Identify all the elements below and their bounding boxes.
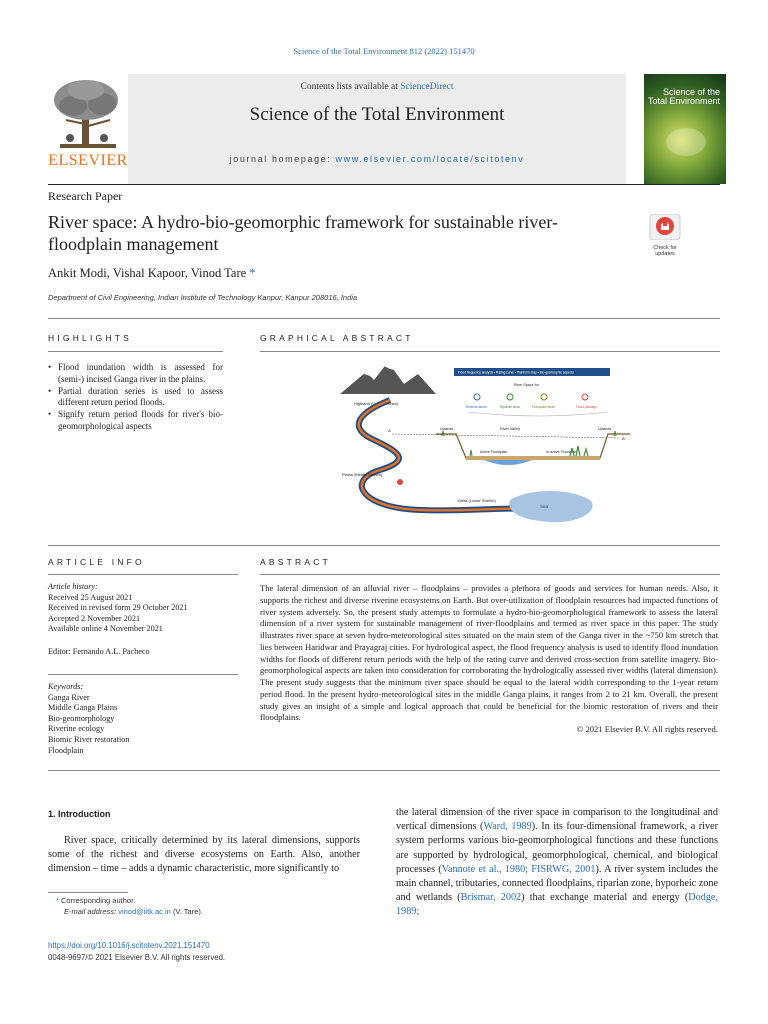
highlight-item: • Partial duration series is used to assess different return period floods. (48, 386, 223, 410)
doi-link[interactable]: https://doi.org/10.1016/j.scitotenv.2021.151470 (48, 941, 210, 950)
intro-right-text-2: ). In its four-dimensional framework, a river system performs various bio-geomorphological functions and these functions are supported by hydrological, geomorphological, chemical, and biological processes ( (396, 821, 718, 875)
history-item: Accepted 2 November 2021 (48, 613, 141, 623)
category-icon (474, 394, 480, 400)
highlights-heading: HIGHLIGHTS (48, 333, 132, 343)
footnote-rule (48, 892, 128, 893)
keywords-label: Keywords: (48, 682, 84, 691)
history-item: Received in revised form 29 October 2021 (48, 603, 188, 613)
crossmark-line1: Check for (653, 245, 677, 251)
intro-right-text-1: the lateral dimension of the river space in comparison to the longitudinal and vertical dimensions ( (396, 807, 718, 833)
highlight-item: • Signify return period floods for river's bio-geomorphological aspects (48, 409, 223, 433)
graphical-abstract-heading: GRAPHICAL ABSTRACT (260, 333, 414, 343)
abstract-copyright: © 2021 Elsevier B.V. All rights reserved. (576, 724, 718, 734)
section-a-prime-label: A' (622, 436, 626, 441)
category-brace (468, 412, 608, 416)
email-label: E-mail address: (64, 907, 117, 916)
citation-link[interactable]: Dodge, 1989; (396, 892, 718, 918)
river-space-label: River Space for (514, 383, 539, 387)
section-rule-top (48, 318, 720, 319)
highland-label: Highland (Upper Stretch) (354, 401, 399, 406)
vegetation-icon (570, 446, 588, 456)
category-label: Flood passage (576, 405, 597, 409)
email-link[interactable]: vinod@iitk.ac.in (118, 907, 171, 916)
keywords-rule (48, 674, 238, 675)
paper-type: Research Paper (48, 189, 123, 203)
section-line (392, 434, 620, 438)
introduction-heading: 1. Introduction (48, 809, 111, 819)
section-rule-mid (48, 545, 720, 546)
intro-right-text-3: ). A river system includes the main channel, tributaries, connected floodplains, riparian zone, hyporheic zone and wetlands ( (396, 863, 718, 904)
corresponding-author-note (56, 896, 135, 905)
graphical-abstract-figure[interactable] (340, 360, 640, 530)
section-rule-bottom (48, 770, 720, 771)
delta-label: Delta (Lower Stretch) (458, 498, 496, 503)
keyword-item: Ganga River (48, 692, 90, 702)
elsevier-logo[interactable] (48, 76, 128, 168)
river-valley-label: River Valley (500, 427, 520, 431)
section-a-label: A (388, 428, 391, 433)
highlights-rule (48, 351, 223, 352)
corresponding-author-text: Corresponding author. (61, 896, 136, 905)
footnote-mark: * (56, 896, 59, 905)
email-suffix: (V. Tare). (172, 907, 203, 916)
sciencedirect-link[interactable]: ScienceDirect (400, 82, 454, 92)
contents-line (128, 82, 626, 92)
journal-name: Science of the Total Environment (249, 104, 505, 125)
history-item: Received 25 August 2021 (48, 592, 133, 602)
citation-link[interactable]: Vannote et al., 1980; FISRWG, 2001 (441, 863, 596, 875)
floodplain-ground (466, 456, 600, 460)
article-history (48, 582, 238, 635)
author-list (48, 266, 256, 281)
active-floodplain-label: Active Floodplain (480, 450, 508, 454)
article-info-heading: ARTICLE INFO (48, 557, 145, 567)
inactive-floodplain-label: In-active Floodplain (546, 450, 578, 454)
vegetation-icon (442, 431, 616, 456)
cover-title-line2: Total Environment (647, 96, 720, 106)
main-channel (484, 460, 532, 465)
category-icon (507, 394, 513, 400)
elsevier-wordmark: ELSEVIER (48, 152, 128, 169)
category-icon (582, 394, 588, 400)
plains-label: Plains (Middle Stretch) (342, 472, 383, 477)
sea-area (509, 491, 592, 522)
homepage-link[interactable]: www.elsevier.com/locate/scitotenv (335, 154, 525, 164)
article-info-rule (48, 574, 238, 575)
intro-left-paragraph: River space, critically determined by its lateral dimensions, supports some of the richest and diverse ecosystems on Earth. Also, another dimension – time – adds a dynamic characteristic, more significantly to (48, 835, 360, 875)
graphical-abstract-svg (340, 360, 640, 530)
keyword-item: Middle Ganga Plains (48, 703, 118, 713)
journal-cover-thumbnail[interactable] (644, 74, 726, 184)
crossmark-line2: updates (655, 251, 675, 257)
article-title: River space: A hydro-bio-geomorphic framework for sustainable river-floodplain management (48, 212, 558, 254)
abstract-rule (260, 574, 720, 575)
issn-line: 0048-9697/© 2021 Elsevier B.V. All rights reserved. (48, 953, 226, 962)
ga-banner-text: Flood frequency analysis • Rating curve • Planform map • Bio-geomorphic aspects (458, 370, 574, 375)
cover-title (648, 88, 720, 106)
citation-link[interactable]: Ward, 1989 (483, 821, 532, 833)
affiliation: Department of Civil Engineering, Indian Institute of Technology Kanpur, Kanpur 208016, India (48, 293, 358, 302)
abstract-heading: ABSTRACT (260, 557, 331, 567)
keyword-item: Biomic River restoration (48, 734, 130, 744)
homepage-label: journal homepage: (229, 154, 332, 164)
corresponding-author-mark[interactable]: * (249, 266, 256, 280)
site-marker (397, 479, 403, 485)
history-item: Available online 4 November 2021 (48, 624, 163, 634)
abstract-text: The lateral dimension of an alluvial river – floodplains – provides a plethora of goods and services for human needs. Also, it supports the richest and diverse riverine ecosystems on Earth. But over-utilization of floodplain resources had impacted functions of river system adversely. So, the present study attempts to formulate a hydro-bio-geomorphological framework to assess the lateral dimension of a river system for sustainable management of river-floodplains and termed as river space in this paper. The study illustrates river space at seven hydro-meteorological sites situated on the main stem of the Ganga river in the ~750 km stretch that lies between Haridwar and Prayagraj cities. For hydrological aspect, the flood frequency analysis is used to identify flood inundation widths for floods of different return periods with the help of the rating curve and derived cross-section from satellite imagery. Bio-geomorphological aspects are taken into consideration for corroborating the hydrologically assessed river widths (lateral dimension). The present study suggests that the minimum river space should be equal to the lateral width corresponding to the 1-year return period flood. In the present hydro-meteorological sites in the middle Ganga plains, it ranges from 2 to 21 km. Overall, the present study gives an insight of a simple and logical approach that could be beneficial for the biomic restoration of rivers and their floodplains. (260, 583, 718, 723)
category-label: Riverine fauna (466, 405, 487, 409)
keyword-item: Riverine ecology (48, 724, 105, 734)
category-label: Riparian biota (500, 405, 520, 409)
history-label: Article history: (48, 582, 98, 591)
editor-line: Editor: Fernando A.L. Pacheco (48, 647, 150, 656)
citation-link[interactable]: Brismar, 2002 (460, 892, 522, 904)
contents-prefix: Contents lists available at (300, 82, 398, 92)
river-core (359, 400, 540, 510)
keyword-item: Floodplain (48, 745, 84, 755)
keyword-item: Bio-geomorphology (48, 713, 115, 723)
email-note (64, 907, 203, 916)
cover-image-highlight (666, 128, 706, 156)
authors-text: Ankit Modi, Vishal Kapoor, Vinod Tare (48, 266, 247, 280)
category-label: Floodplain biota (532, 405, 555, 409)
sea-label: Sea (540, 504, 549, 509)
intro-right-text-4: ) that exchange material and energy ( (521, 892, 689, 904)
header-rule (48, 184, 720, 185)
journal-homepage-line (128, 154, 626, 164)
cover-title-line1: Science of the (662, 87, 720, 97)
crossmark-label (646, 245, 684, 257)
river-course (359, 400, 540, 510)
keywords-block (48, 682, 238, 756)
uplands-right-label: Uplands (598, 427, 612, 431)
intro-right-paragraph (396, 806, 718, 920)
crossmark-icon (646, 214, 684, 240)
check-for-updates-badge[interactable] (646, 214, 684, 257)
abstract-body (260, 583, 718, 736)
category-icon (541, 394, 547, 400)
uplands-left-label: Uplands (440, 427, 454, 431)
graphical-abstract-rule (260, 351, 720, 352)
journal-reference-link[interactable]: Science of the Total Environment 812 (2022) 151470 (293, 46, 475, 56)
highlights-list (48, 362, 223, 433)
highlight-item: • Flood inundation width is assessed for (semi-) incised Ganga river in the plains. (48, 362, 223, 386)
